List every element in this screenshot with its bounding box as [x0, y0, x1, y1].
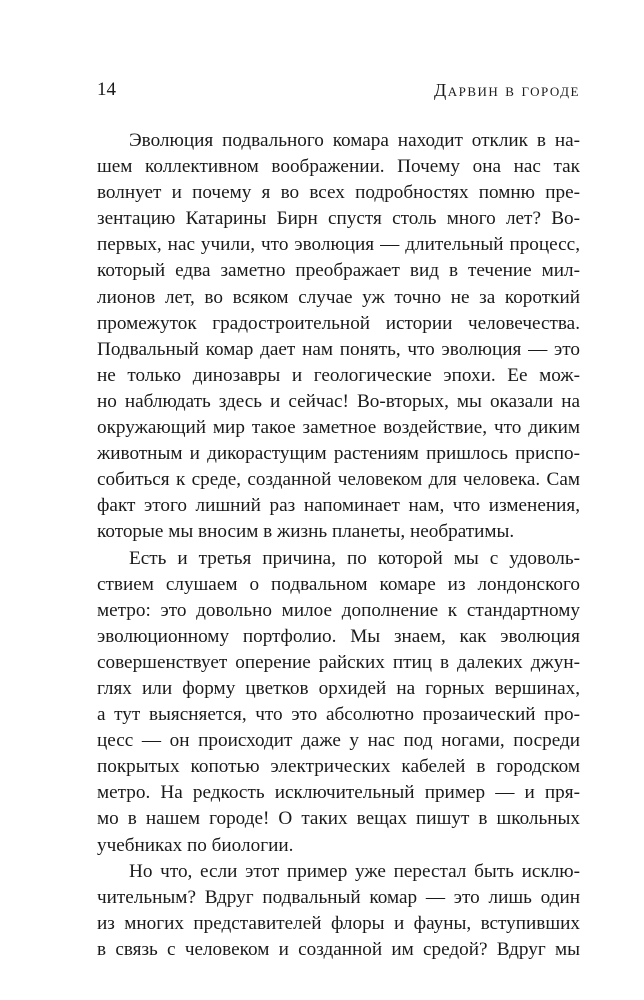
- text-line: окружающий мир такое заметное воздействие, что диким: [97, 417, 580, 439]
- text-line: животным и дикорастущим растениям пришлось приспо-: [97, 443, 580, 465]
- text-line: ствием слушаем о подвальном комаре из лондонского: [97, 573, 580, 595]
- text-line: лионов лет, во всяком случае уж точно не за короткий: [97, 286, 580, 308]
- text-line: глях или форму цветков орхидей на горных вершинах,: [97, 677, 580, 699]
- text-line: собиться к среде, созданной человеком для человека. Сам: [97, 469, 580, 491]
- paragraph: [97, 128, 580, 546]
- text-line: Эволюция подвального комара находит отклик в на-: [129, 130, 580, 151]
- paragraph: [97, 859, 580, 963]
- text-line: мо в нашем городе! О таких вещах пишут в школьных: [97, 808, 580, 830]
- body-text: [97, 128, 580, 963]
- text-line: промежуток градостроительной истории человечества.: [97, 312, 580, 334]
- text-line: эволюционному портфолио. Мы знаем, как эволюция: [97, 625, 580, 647]
- text-line: метро. На редкость исключительный пример — и пря-: [97, 782, 580, 804]
- text-line: метро: это довольно милое дополнение к стандартному: [97, 599, 580, 621]
- text-line: Есть и третья причина, по которой мы с удоволь-: [129, 547, 580, 569]
- text-line: совершенствует оперение райских птиц в далеких джун-: [97, 651, 580, 673]
- text-line: волнует и почему я во всех подробностях помню пре-: [97, 182, 580, 204]
- page-number: 14: [97, 79, 116, 100]
- text-line: из многих представителей флоры и фауны, вступивших: [97, 912, 580, 934]
- text-line: а тут выясняется, что это абсолютно прозаический про-: [97, 704, 580, 726]
- text-line: шем коллективном воображении. Почему она нас так: [97, 156, 580, 178]
- text-line: который едва заметно преображает вид в течение мил-: [97, 260, 580, 282]
- page-header: [97, 78, 580, 102]
- paragraph: [97, 546, 580, 859]
- text-line: в связь с человеком и созданной им средой? Вдруг мы: [97, 938, 580, 960]
- text-line: не только динозавры и геологические эпохи. Ее мож-: [97, 364, 580, 386]
- text-line: Но что, если этот пример уже перестал быть исклю-: [129, 860, 580, 882]
- text-line: чительным? Вдруг подвальный комар — это лишь один: [97, 886, 580, 908]
- text-line: цесс — он происходит даже у нас под ногами, посреди: [97, 730, 580, 752]
- text-line: факт этого лишний раз напоминает нам, что изменения,: [97, 495, 580, 517]
- text-line: первых, нас учили, что эволюция — длительный процесс,: [97, 234, 580, 256]
- text-line: зентацию Катарины Бирн спустя столь много лет? Во-: [97, 208, 580, 230]
- text-line: которые мы вносим в жизнь планеты, необратимы.: [97, 521, 515, 543]
- running-title: Дарвин в городе: [433, 80, 580, 100]
- text-line: но наблюдать здесь и сейчас! Во-вторых, мы оказали на: [97, 390, 580, 412]
- text-line: Подвальный комар дает нам понять, что эволюция — это: [97, 338, 580, 360]
- text-line: покрытых копотью электрических кабелей в городском: [97, 756, 580, 778]
- text-line: учебниках по биологии.: [97, 834, 294, 856]
